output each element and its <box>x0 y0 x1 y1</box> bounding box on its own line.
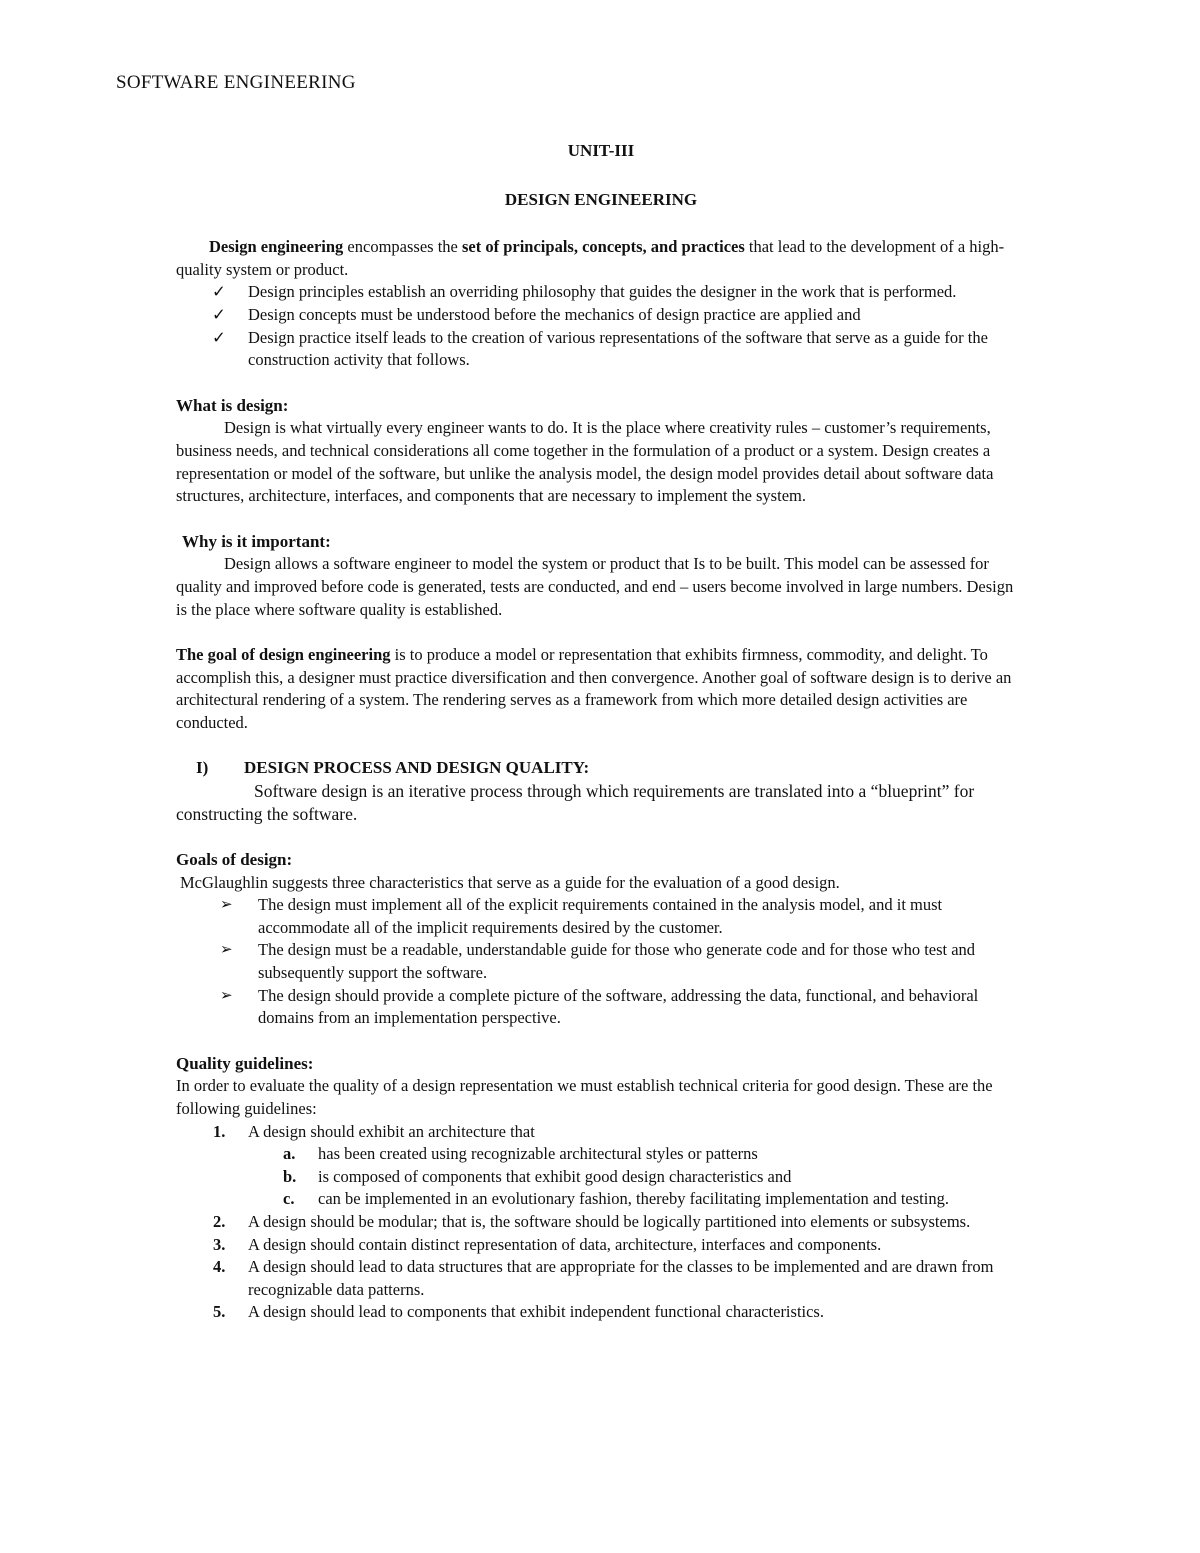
sub-list-letter: b. <box>283 1166 297 1186</box>
checkmark-icon: ✓ <box>212 282 226 302</box>
list-item-text: Design principles establish an overriding philosophy that guides the designer in the work that is performed. <box>248 282 957 302</box>
arrow-bullet-icon: ➢ <box>220 987 233 1004</box>
sub-list-letter: c. <box>283 1189 295 1209</box>
list-item <box>176 985 1026 1030</box>
list-item <box>176 1234 1026 1257</box>
list-number: 1. <box>213 1121 226 1141</box>
section-heading-what: What is design: <box>176 395 289 415</box>
arrow-bullet-icon: ➢ <box>220 942 233 959</box>
intro-paragraph <box>176 236 1026 281</box>
list-item-text: Design practice itself leads to the creation of various representations of the software that serve as a guide for the construction activity that follows. <box>248 327 988 370</box>
sub-list-item <box>176 1166 1026 1189</box>
list-item-text: A design should lead to components that exhibit independent functional characteristics. <box>248 1302 824 1322</box>
section-heading-design-process <box>176 757 1026 780</box>
list-item <box>176 1121 1026 1211</box>
section-heading-why: Why is it important: <box>182 531 331 551</box>
page-title: DESIGN ENGINEERING <box>504 189 698 209</box>
section-title: DESIGN PROCESS AND DESIGN QUALITY: <box>244 758 590 778</box>
goal-bold-phrase: The goal of design engineering <box>176 645 391 665</box>
list-item-text: A design should contain distinct representation of data, architecture, interfaces and components. <box>248 1234 882 1254</box>
intro-bullet-list <box>176 281 1026 371</box>
list-item <box>176 939 1026 984</box>
list-item <box>176 894 1026 939</box>
document-body <box>176 140 1026 1324</box>
paragraph-what: Design is what virtually every engineer wants to do. It is the place where creativity rules – customer’s requirements, business needs, and technical considerations all come together in the formulation of a product or a system. Design creates a representation or model of the software, but unlike the analysis model, the design model provides detail about software data structures, architecture, interfaces, and components that are necessary to implement the system. <box>176 418 994 506</box>
checkmark-icon: ✓ <box>212 327 226 347</box>
list-item-text: The design must implement all of the explicit requirements contained in the analysis model, and it must accommodate all of the implicit requirements desired by the customer. <box>258 895 943 937</box>
arrow-bullet-icon: ➢ <box>220 897 233 914</box>
goals-list <box>176 894 1026 1030</box>
quality-guidelines-list <box>176 1121 1026 1324</box>
intro-text-2: that lead to the development of a high- quality system or product. <box>176 237 1005 279</box>
section-number: I) <box>196 758 209 778</box>
intro-bold-term: Design engineering <box>209 237 344 257</box>
goal-text: is to produce a model or representation that exhibits firmness, commodity, and delight. To accomplish this, a designer must practice diversification and then convergence. Another goal of software design is to derive an architectural rendering of a system. The rendering serves as a framework from which more detailed design activities are conducted. <box>176 645 1012 732</box>
list-number: 4. <box>213 1257 226 1277</box>
sub-list-item-text: can be implemented in an evolutionary fashion, thereby facilitating implementation and testing. <box>318 1189 949 1209</box>
list-item-text: The design must be a readable, understandable guide for those who generate code and for those who test and subsequently support the software. <box>258 940 976 983</box>
list-item <box>176 327 1026 372</box>
list-item-text: A design should be modular; that is, the software should be logically partitioned into elements or subsystems. <box>248 1211 971 1231</box>
sub-list-item <box>176 1188 1026 1211</box>
sub-list <box>248 1143 1026 1211</box>
page-header: SOFTWARE ENGINEERING <box>116 72 356 93</box>
list-item-text: Design concepts must be understood before the mechanics of design practice are applied and <box>248 304 861 324</box>
list-number: 2. <box>213 1211 226 1231</box>
list-number: 5. <box>213 1302 226 1322</box>
sub-list-letter: a. <box>283 1144 296 1164</box>
unit-heading: UNIT-III <box>567 141 635 160</box>
paragraph-quality-intro: In order to evaluate the quality of a design representation we must establish technical criteria for good design. These are the following guidelines: <box>176 1076 993 1118</box>
section-heading-quality: Quality guidelines: <box>176 1053 314 1073</box>
sub-list-item-text: has been created using recognizable architectural styles or patterns <box>318 1144 758 1164</box>
list-item <box>176 1211 1026 1234</box>
paragraph-goal <box>176 644 1026 734</box>
intro-text-1: encompasses the <box>343 237 462 257</box>
list-item-text: The design should provide a complete picture of the software, addressing the data, functional, and behavioral domains from an implementation perspective. <box>258 985 979 1028</box>
list-item <box>176 281 1026 304</box>
section-heading-goals: Goals of design: <box>176 850 293 870</box>
sub-list-item <box>176 1143 1026 1166</box>
list-number: 3. <box>213 1234 226 1254</box>
list-item-text: A design should lead to data structures that are appropriate for the classes to be implemented and are drawn from recognizable data patterns. <box>248 1257 994 1299</box>
list-item <box>176 1256 1026 1301</box>
list-item <box>176 304 1026 327</box>
paragraph-goals-intro: McGlaughlin suggests three characteristics that serve as a guide for the evaluation of a good design. <box>180 872 840 892</box>
checkmark-icon: ✓ <box>212 304 226 324</box>
sub-list-item-text: is composed of components that exhibit good design characteristics and <box>318 1166 792 1186</box>
list-item <box>176 1301 1026 1324</box>
intro-bold-phrase: set of principals, concepts, and practices <box>461 237 745 257</box>
paragraph-design-process: Software design is an iterative process through which requirements are translated into a “blueprint” for constructing the software. <box>176 781 975 825</box>
list-item-text: A design should exhibit an architecture that <box>248 1121 535 1141</box>
paragraph-why: Design allows a software engineer to model the system or product that Is to be built. This model can be assessed for quality and improved before code is generated, tests are conducted, and end – users become involved in large numbers. Design is the place where software quality is established. <box>176 554 1014 619</box>
